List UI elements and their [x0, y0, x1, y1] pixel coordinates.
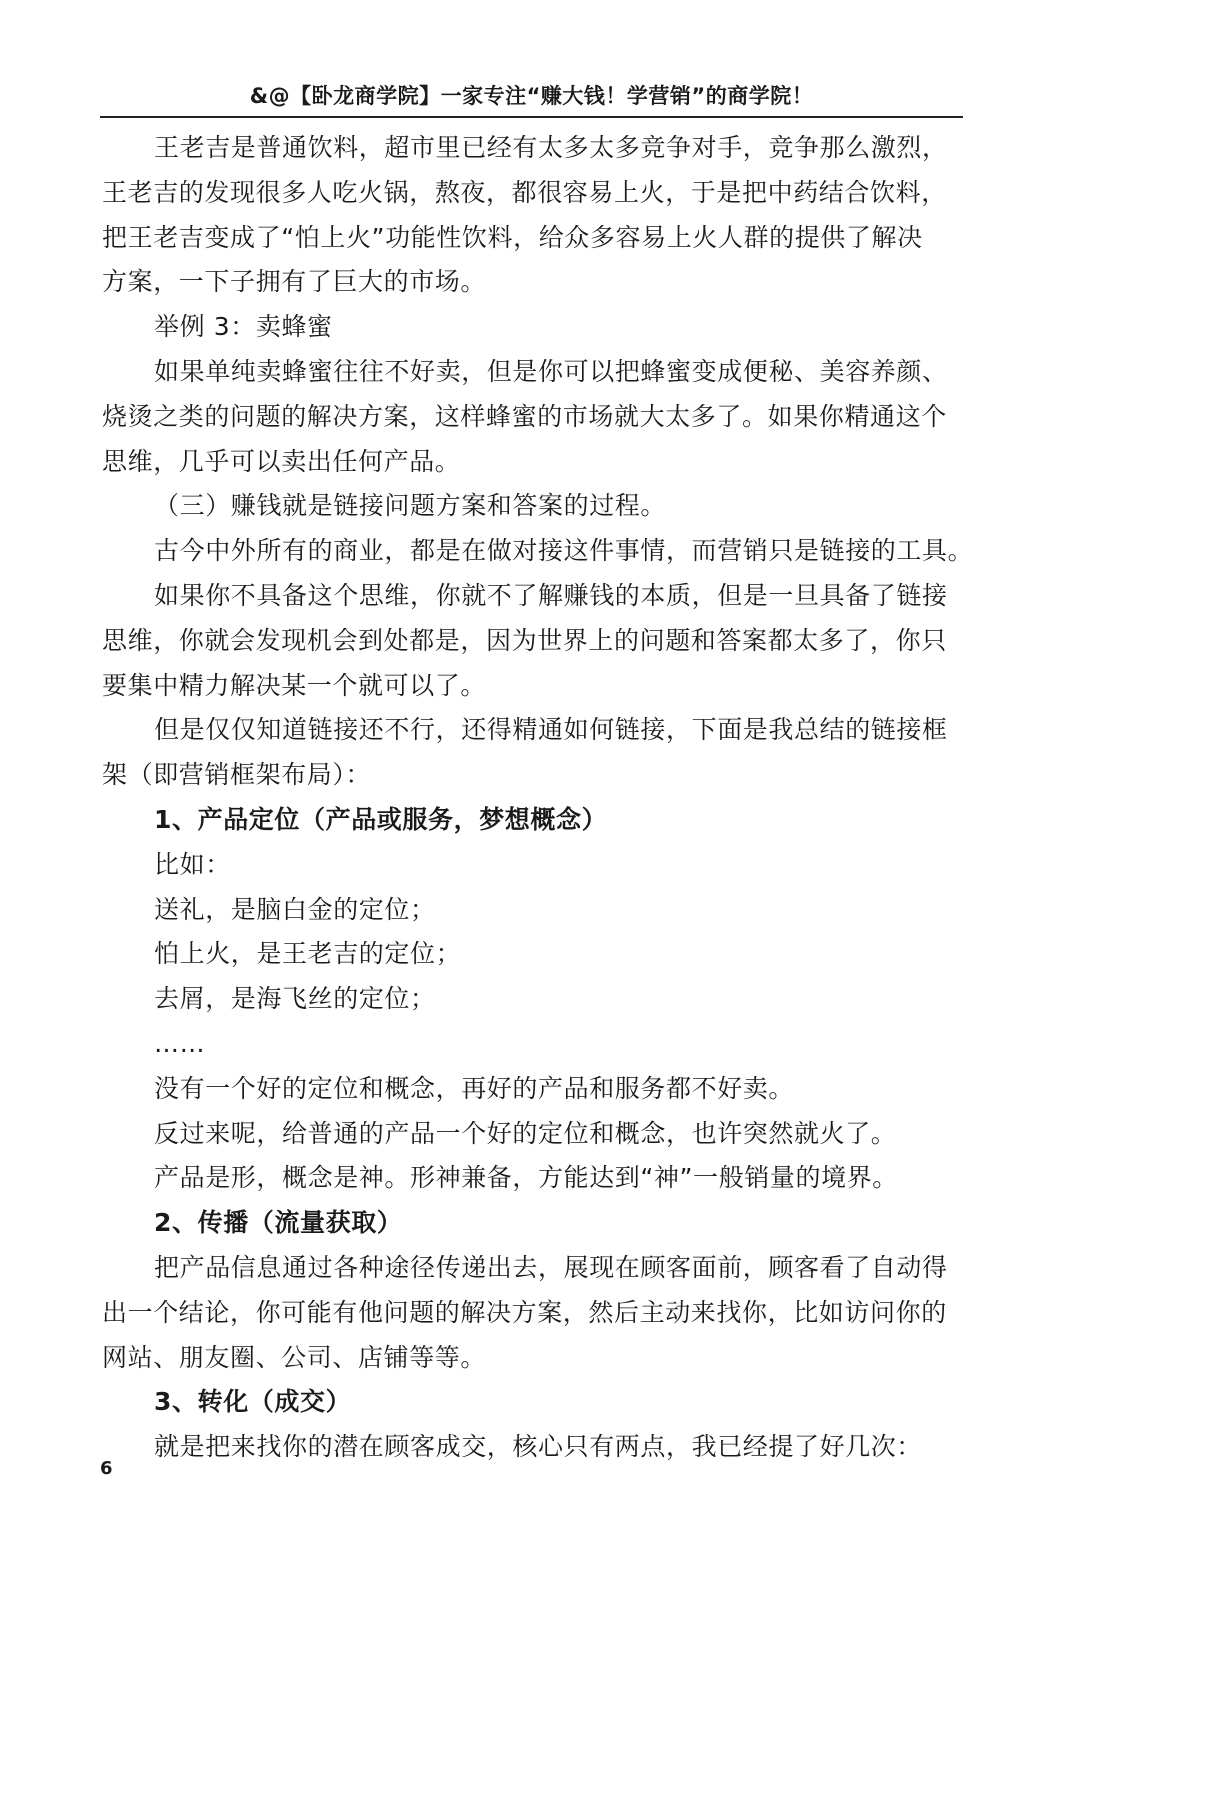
text-line: 把产品信息通过各种途径传递出去，展现在顾客面前，顾客看了自动得: [154, 1252, 948, 1282]
text-line: 王老吉的发现很多人吃火锅，熬夜，都很容易上火，于是把中药结合饮料，: [102, 177, 947, 207]
text-line: 产品是形，概念是神。形神兼备，方能达到“神”一般销量的境界。: [154, 1163, 898, 1193]
text-line: 出一个结论，你可能有他问题的解决方案，然后主动来找你，比如访问你的: [102, 1297, 947, 1327]
section-heading: 3、转化（成交）: [154, 1387, 352, 1417]
text-line: 送礼，是脑白金的定位；: [154, 894, 436, 924]
text-line: 网站、朋友圈、公司、店铺等等。: [102, 1342, 487, 1372]
text-line: 比如：: [154, 849, 231, 879]
text-line: 去屑，是海飞丝的定位；: [154, 984, 436, 1014]
section-heading: 2、传播（流量获取）: [154, 1208, 403, 1238]
section-heading: 1、产品定位（产品或服务，梦想概念）: [154, 804, 608, 834]
text-line: 方案，一下子拥有了巨大的市场。: [102, 267, 487, 297]
text-line: 怕上火，是王老吉的定位；: [154, 939, 462, 969]
text-line: （三）赚钱就是链接问题方案和答案的过程。: [154, 491, 667, 521]
text-line: 但是仅仅知道链接还不行，还得精通如何链接，下面是我总结的链接框: [154, 715, 948, 745]
page-header: &@【卧龙商学院】一家专注“赚大钱！学营销”的商学院！: [100, 80, 963, 118]
text-line: 就是把来找你的潜在顾客成交，核心只有两点，我已经提了好几次：: [154, 1432, 923, 1462]
text-line: 古今中外所有的商业，都是在做对接这件事情，而营销只是链接的工具。: [154, 536, 974, 566]
text-line: 烧烫之类的问题的解决方案，这样蜂蜜的市场就大太多了。如果你精通这个: [102, 401, 947, 431]
text-line: 思维，你就会发现机会到处都是，因为世界上的问题和答案都太多了，你只: [102, 625, 947, 655]
document-body: [102, 126, 982, 1470]
text-line: 王老吉是普通饮料，超市里已经有太多太多竞争对手，竞争那么激烈，: [154, 133, 948, 162]
page-number: 6: [100, 1458, 113, 1479]
text-line: 没有一个好的定位和概念，再好的产品和服务都不好卖。: [154, 1073, 795, 1103]
text-line: 如果单纯卖蜂蜜往往不好卖，但是你可以把蜂蜜变成便秘、美容养颜、: [154, 356, 948, 386]
text-line: 举例 3：卖蜂蜜: [154, 312, 333, 342]
text-line: 如果你不具备这个思维，你就不了解赚钱的本质，但是一旦具备了链接: [154, 580, 948, 610]
text-line: 要集中精力解决某一个就可以了。: [102, 670, 487, 700]
text-line: 思维，几乎可以卖出任何产品。: [102, 446, 461, 476]
text-line: 把王老吉变成了“怕上火”功能性饮料，给众多容易上火人群的提供了解决: [102, 222, 923, 252]
text-line: 架（即营销框架布局）：: [102, 760, 372, 790]
text-line: ……: [154, 1028, 206, 1058]
text-line: 反过来呢，给普通的产品一个好的定位和概念，也许突然就火了。: [154, 1118, 897, 1148]
